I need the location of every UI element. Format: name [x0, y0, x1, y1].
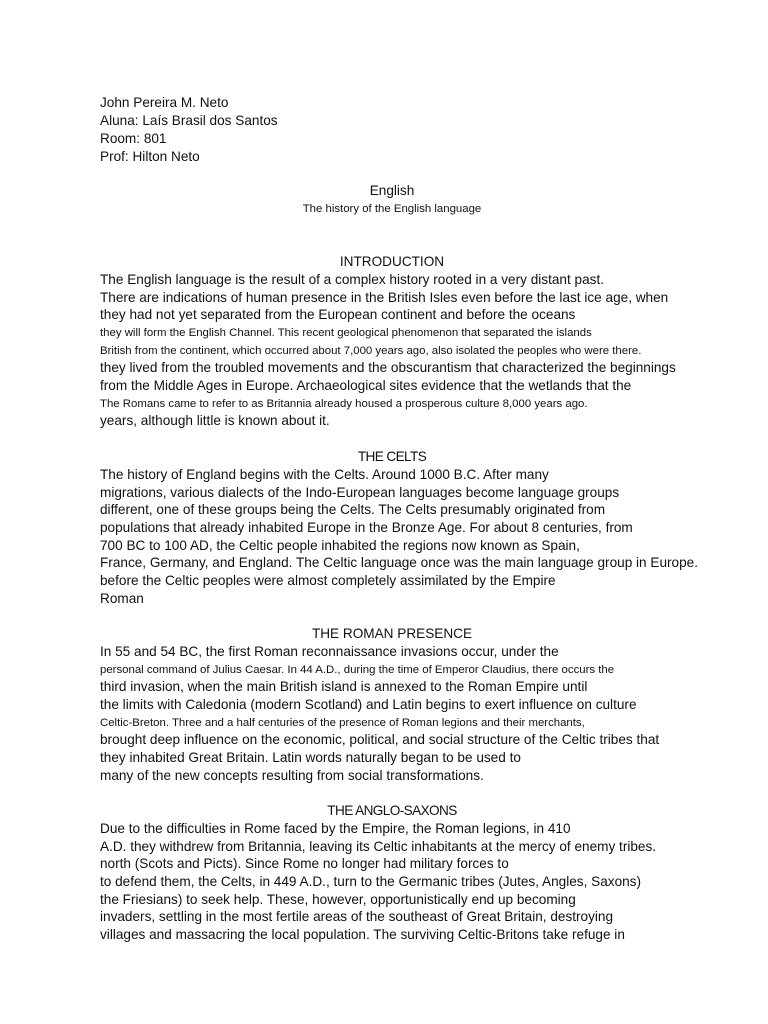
author-name: John Pereira M. Neto — [100, 95, 229, 110]
paragraph-line: The history of England begins with the Celts. Around 1000 B.C. After many — [100, 467, 549, 482]
room-number: Room: 801 — [100, 131, 167, 146]
paragraph-line: France, Germany, and England. The Celtic language once was the main language group in Europe. — [100, 555, 698, 570]
paragraph-line: Celtic-Breton. Three and a half centuries of the presence of Roman legions and their merchants, — [100, 717, 585, 729]
section-heading-introduction: INTRODUCTION — [339, 254, 445, 269]
paragraph-line: third invasion, when the main British island is annexed to the Roman Empire until — [100, 679, 588, 694]
paragraph-line: many of the new concepts resulting from social transformations. — [100, 768, 484, 783]
paragraph-line: they will form the English Channel. This recent geological phenomenon that separated the islands — [100, 327, 592, 339]
paragraph-line: villages and massacring the local population. The surviving Celtic-Britons take refuge in — [100, 927, 625, 942]
section-heading-roman-presence: THE ROMAN PRESENCE — [311, 626, 473, 641]
paragraph-line: The Romans came to refer to as Britannia already housed a prosperous culture 8,000 years ago. — [100, 398, 588, 410]
document-title: English — [369, 183, 415, 198]
paragraph-line: Due to the difficulties in Rome faced by the Empire, the Roman legions, in 410 — [100, 821, 571, 836]
paragraph-line: migrations, various dialects of the Indo-European languages become language groups — [100, 485, 620, 500]
document-subtitle: The history of the English language — [302, 203, 482, 215]
paragraph-line: the Friesians) to seek help. These, however, opportunistically end up becoming — [100, 892, 576, 907]
paragraph-line: from the Middle Ages in Europe. Archaeological sites evidence that the wetlands that the — [100, 378, 632, 393]
paragraph-line: years, although little is known about it. — [100, 413, 330, 428]
paragraph-line: In 55 and 54 BC, the first Roman reconnaissance invasions occur, under the — [100, 644, 559, 659]
paragraph-line: north (Scots and Picts). Since Rome no longer had military forces to — [100, 856, 509, 871]
professor-name: Prof: Hilton Neto — [100, 149, 200, 164]
paragraph-line: they had not yet separated from the European continent and before the oceans — [100, 307, 576, 322]
paragraph-line: The English language is the result of a complex history rooted in a very distant past. — [100, 272, 604, 287]
paragraph-line: British from the continent, which occurred about 7,000 years ago, also isolated the peoples who were there. — [100, 345, 642, 357]
paragraph-line: they lived from the troubled movements and the obscurantism that characterized the beginnings — [100, 360, 676, 375]
paragraph-line: 700 BC to 100 AD, the Celtic people inhabited the regions now known as Spain, — [100, 538, 580, 553]
section-heading-anglo-saxons: THE ANGLO-SAXONS — [327, 803, 457, 818]
paragraph-line: brought deep influence on the economic, political, and social structure of the Celtic tribes that — [100, 732, 660, 747]
paragraph-line: A.D. they withdrew from Britannia, leaving its Celtic inhabitants at the mercy of enemy tribes. — [100, 839, 657, 854]
section-heading-celts: THE CELTS — [357, 449, 427, 464]
paragraph-line: before the Celtic peoples were almost completely assimilated by the Empire — [100, 573, 556, 588]
paragraph-line: they inhabited Great Britain. Latin words naturally began to be used to — [100, 750, 521, 765]
paragraph-line: to defend them, the Celts, in 449 A.D., turn to the Germanic tribes (Jutes, Angles, Saxons) — [100, 874, 642, 889]
student-name: Aluna: Laís Brasil dos Santos — [100, 113, 278, 128]
paragraph-line: personal command of Julius Caesar. In 44 A.D., during the time of Emperor Claudius, there occurs the — [100, 664, 615, 676]
paragraph-line: different, one of these groups being the Celts. The Celts presumably originated from — [100, 502, 606, 517]
paragraph-line: populations that already inhabited Europe in the Bronze Age. For about 8 centuries, from — [100, 520, 633, 535]
paragraph-line: the limits with Caledonia (modern Scotland) and Latin begins to exert influence on culture — [100, 697, 637, 712]
paragraph-line: Roman — [100, 591, 144, 606]
paragraph-line: invaders, settling in the most fertile areas of the southeast of Great Britain, destroying — [100, 909, 614, 924]
paragraph-line: There are indications of human presence in the British Isles even before the last ice age, when — [100, 290, 669, 305]
